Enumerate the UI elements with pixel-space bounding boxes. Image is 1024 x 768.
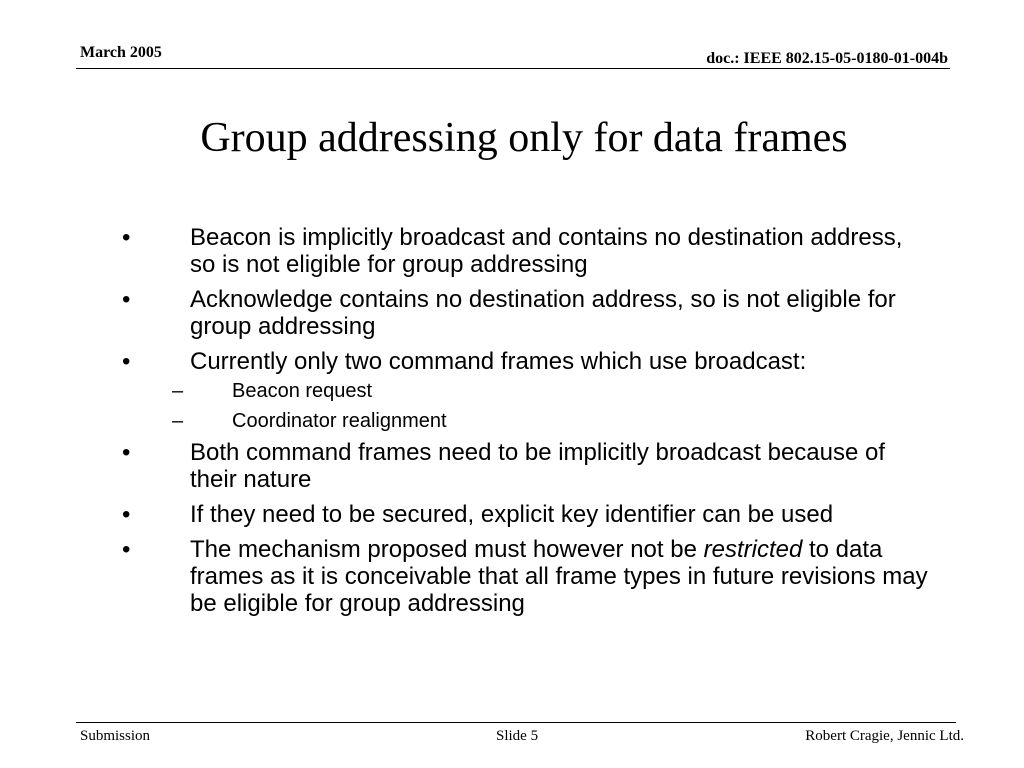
bullet-mark: • [122, 286, 131, 313]
bullet-mark: • [122, 501, 131, 528]
footer-slide-number: Slide 5 [496, 728, 539, 744]
bullet-list [122, 224, 932, 625]
footer-submission: Submission [80, 728, 151, 744]
bullet-text [190, 536, 928, 617]
bullet-item [122, 348, 932, 375]
bullet-text-emphasis: restricted [703, 536, 803, 563]
bullet-item [122, 439, 932, 493]
bullet-text: Acknowledge contains no destination address, so is not eligible for group addressing [190, 286, 896, 340]
slide-title: Group addressing only for data frames [200, 115, 848, 161]
bullet-text-after: to data frames as it is conceivable that all frame types in future revisions may be eligible for group addressing [190, 536, 928, 617]
bullet-text-before: The mechanism proposed must however not be [190, 536, 704, 563]
bullet-mark: • [122, 536, 131, 563]
footer-rule [76, 722, 956, 723]
footer-author: Robert Cragie, Jennic Ltd. [805, 728, 964, 744]
header-date: March 2005 [80, 44, 162, 61]
sub-bullet-text: Coordinator realignment [232, 410, 447, 432]
bullet-text: Currently only two command frames which use broadcast: [190, 348, 807, 375]
bullet-mark: • [122, 348, 131, 375]
bullet-text: Both command frames need to be implicitly broadcast because of their nature [190, 439, 886, 493]
bullet-text: Beacon is implicitly broadcast and contains no destination address, so is not eligible for group addressing [190, 224, 903, 278]
bullet-text: If they need to be secured, explicit key identifier can be used [190, 501, 834, 528]
sub-bullet-text: Beacon request [232, 380, 373, 402]
sub-bullet-item [122, 409, 932, 433]
sub-bullet-item [122, 379, 932, 403]
bullet-mark: • [122, 224, 131, 251]
bullet-item [122, 286, 932, 340]
bullet-item [122, 536, 932, 617]
header-rule [76, 68, 950, 69]
dash-mark: – [172, 410, 184, 432]
dash-mark: – [172, 380, 184, 402]
bullet-item [122, 224, 932, 278]
bullet-mark: • [122, 439, 131, 466]
header-doc-id: doc.: IEEE 802.15-05-0180-01-004b [706, 50, 948, 67]
bullet-item [122, 501, 932, 528]
